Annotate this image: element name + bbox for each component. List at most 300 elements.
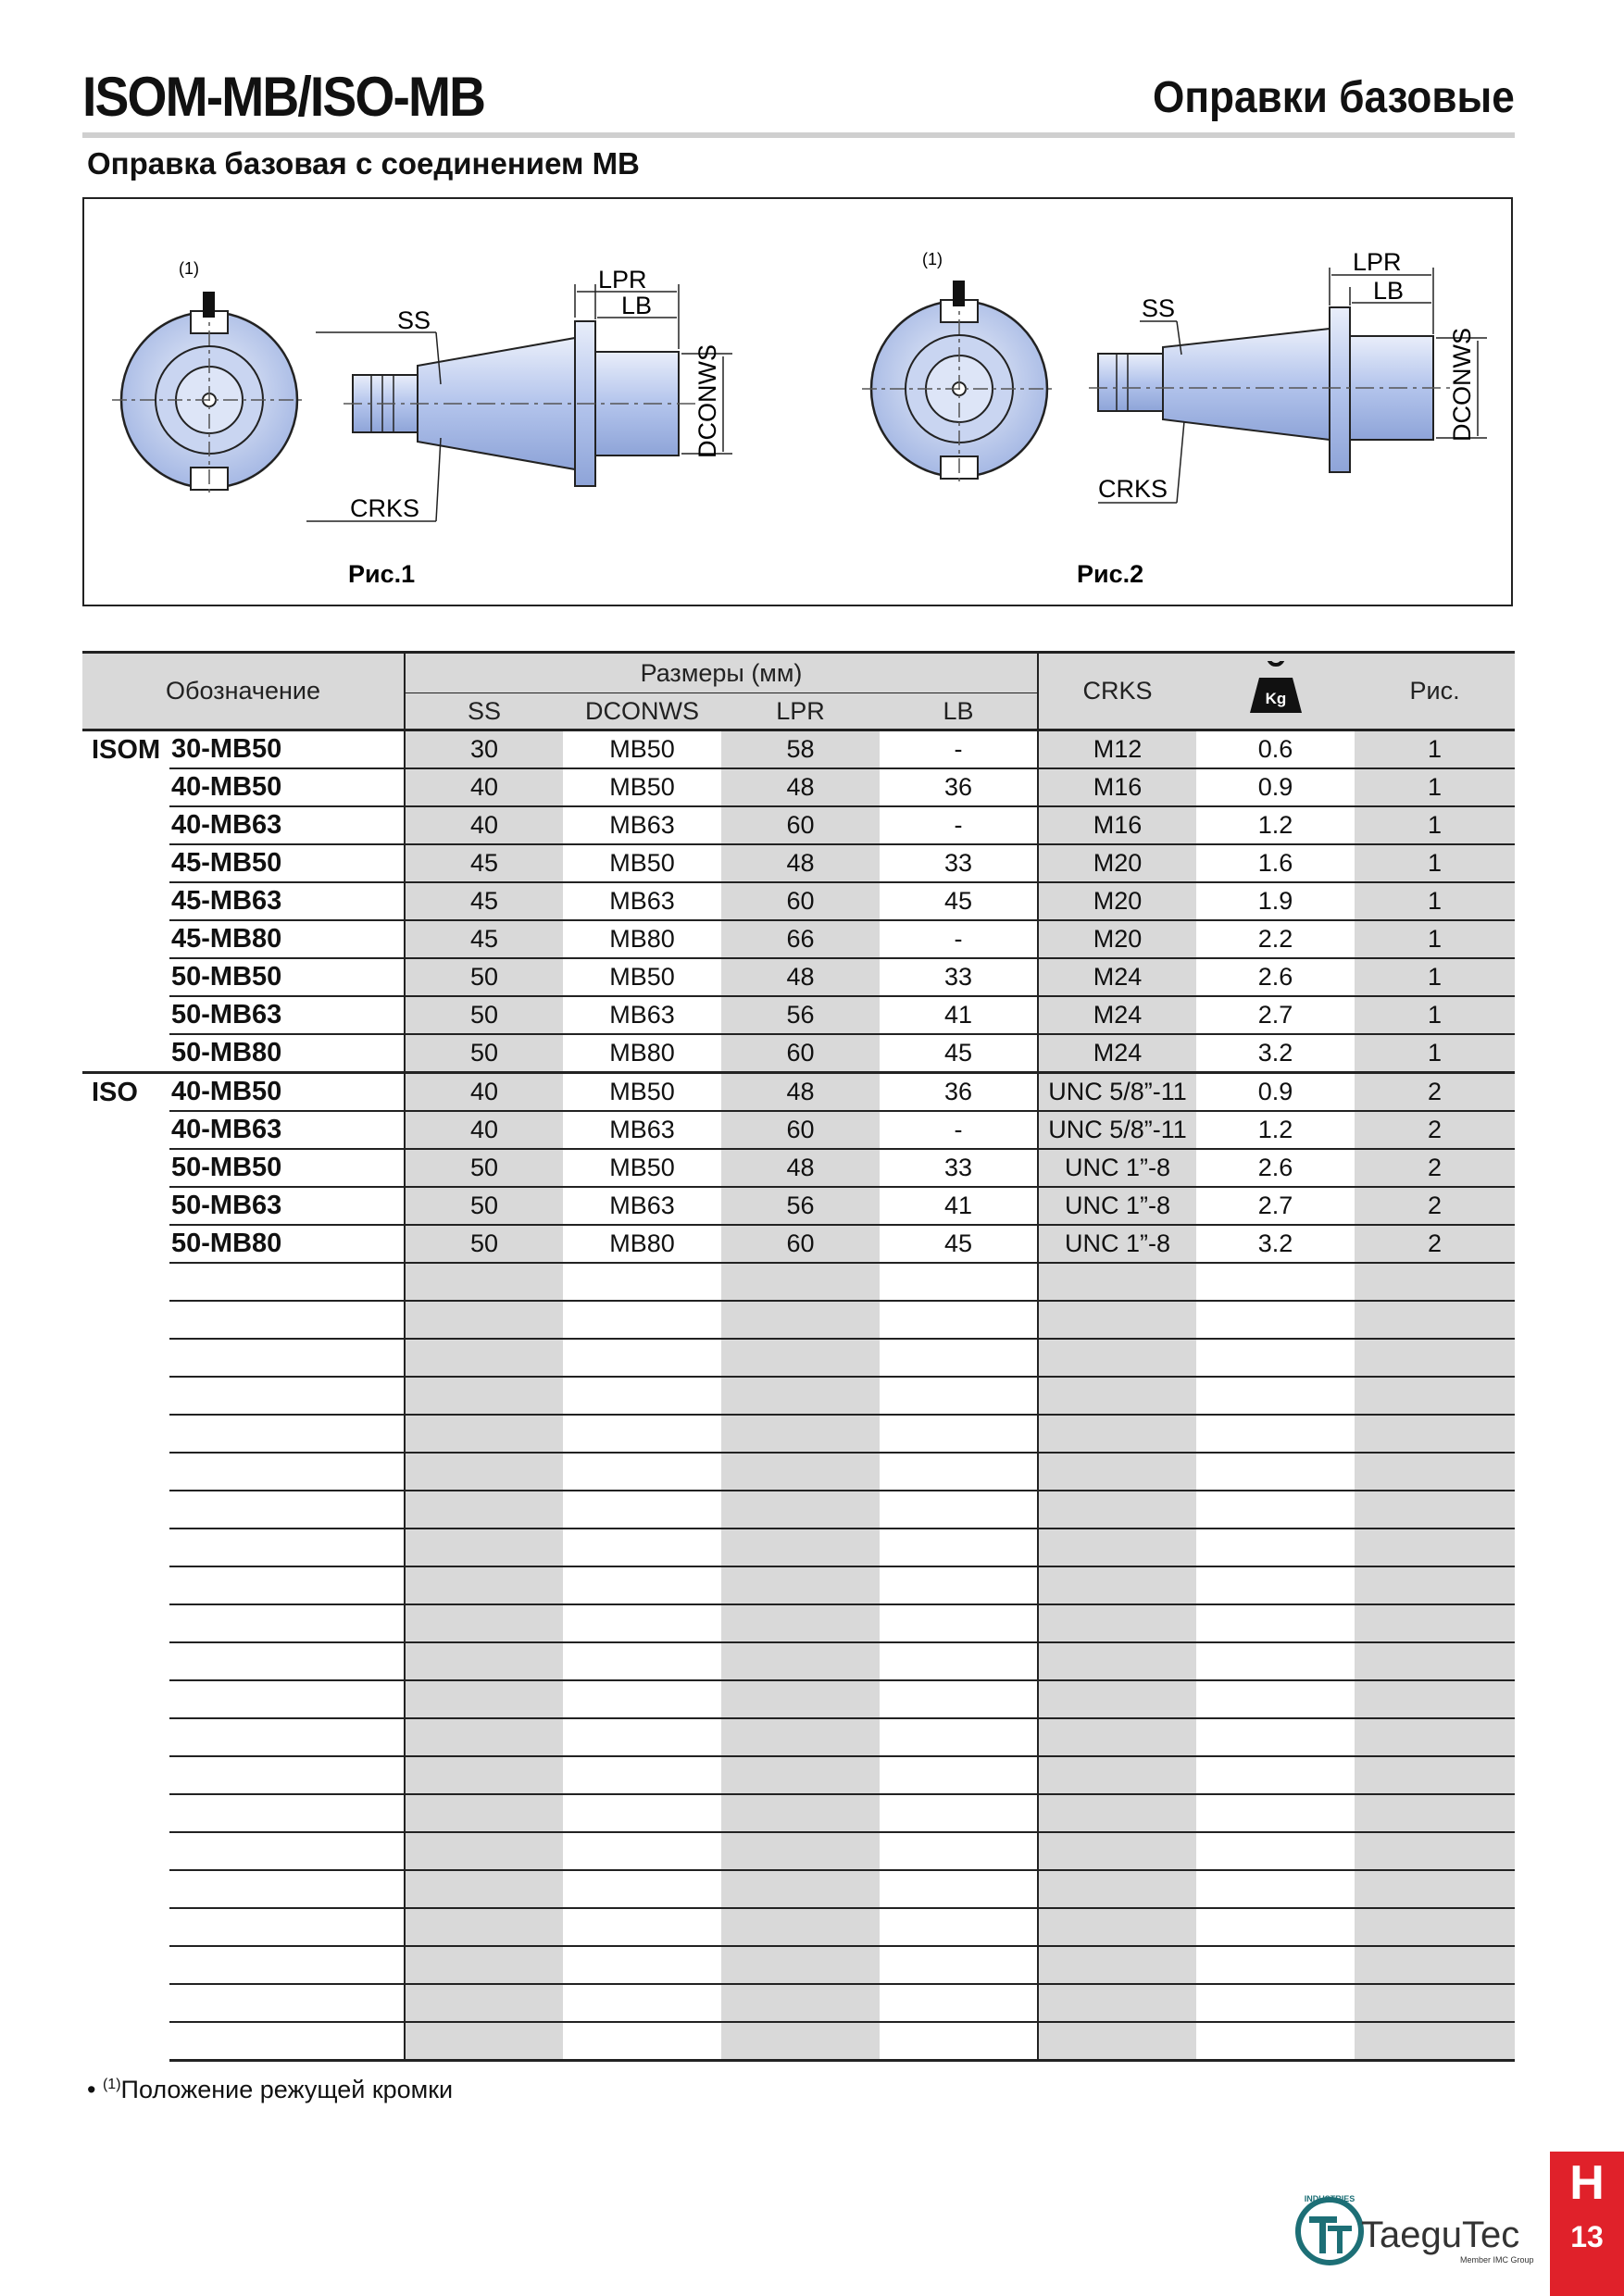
header-lb: LB bbox=[880, 693, 1038, 730]
fig1-lpr-label: LPR bbox=[598, 266, 647, 293]
empty-cell bbox=[880, 1604, 1038, 1642]
cell-ss: 40 bbox=[405, 768, 563, 806]
fig1-side-view bbox=[306, 284, 732, 521]
empty-cell bbox=[1355, 1718, 1515, 1756]
cell-lpr: 48 bbox=[721, 768, 880, 806]
empty-cell bbox=[1355, 2022, 1515, 2061]
cell-weight: 3.2 bbox=[1196, 1225, 1355, 1263]
cell-crks: M24 bbox=[1038, 958, 1196, 996]
empty-cell bbox=[169, 2022, 405, 2061]
empty-cell bbox=[563, 1491, 721, 1529]
empty-cell bbox=[405, 1832, 563, 1870]
cell-weight: 2.2 bbox=[1196, 920, 1355, 958]
empty-row bbox=[82, 1908, 1515, 1946]
table-row bbox=[82, 1187, 1515, 1225]
row-prefix bbox=[82, 920, 169, 958]
fig1-crks-label: CRKS bbox=[350, 494, 420, 522]
cell-lpr: 48 bbox=[721, 1149, 880, 1187]
empty-cell bbox=[1196, 1794, 1355, 1832]
cell-lb: 33 bbox=[880, 844, 1038, 882]
empty-cell bbox=[1038, 1908, 1196, 1946]
cell-fig: 1 bbox=[1355, 958, 1515, 996]
spec-table bbox=[82, 651, 1515, 2062]
empty-row bbox=[82, 1984, 1515, 2022]
empty-cell bbox=[82, 1263, 169, 1301]
empty-row bbox=[82, 2022, 1515, 2061]
cell-ss: 45 bbox=[405, 920, 563, 958]
row-code: 45-MB80 bbox=[169, 920, 405, 958]
empty-cell bbox=[880, 1832, 1038, 1870]
empty-cell bbox=[82, 1453, 169, 1491]
empty-cell bbox=[1038, 1832, 1196, 1870]
empty-cell bbox=[1355, 1984, 1515, 2022]
cell-weight: 1.2 bbox=[1196, 1111, 1355, 1149]
empty-cell bbox=[721, 1794, 880, 1832]
cell-fig: 2 bbox=[1355, 1073, 1515, 1112]
empty-cell bbox=[1355, 1377, 1515, 1415]
empty-cell bbox=[1355, 1453, 1515, 1491]
empty-row bbox=[82, 1718, 1515, 1756]
empty-cell bbox=[405, 1756, 563, 1794]
empty-cell bbox=[169, 1339, 405, 1377]
empty-cell bbox=[405, 1680, 563, 1718]
empty-cell bbox=[405, 1529, 563, 1566]
empty-cell bbox=[405, 1566, 563, 1604]
empty-cell bbox=[721, 1908, 880, 1946]
empty-cell bbox=[721, 1642, 880, 1680]
row-code: 50-MB80 bbox=[169, 1034, 405, 1073]
cell-weight: 0.6 bbox=[1196, 730, 1355, 769]
fig2-lb-label: LB bbox=[1373, 277, 1405, 305]
empty-row bbox=[82, 1794, 1515, 1832]
cell-dconws: MB80 bbox=[563, 1034, 721, 1073]
fig2-caption: Рис.2 bbox=[1077, 560, 1144, 588]
empty-cell bbox=[880, 1491, 1038, 1529]
empty-cell bbox=[880, 1794, 1038, 1832]
table-header bbox=[82, 653, 1515, 730]
header-crks: CRKS bbox=[1038, 653, 1196, 730]
empty-cell bbox=[405, 1794, 563, 1832]
empty-cell bbox=[721, 1301, 880, 1339]
empty-cell bbox=[880, 1415, 1038, 1453]
empty-cell bbox=[1355, 1263, 1515, 1301]
empty-cell bbox=[1196, 1415, 1355, 1453]
empty-cell bbox=[1355, 1794, 1515, 1832]
empty-cell bbox=[563, 1529, 721, 1566]
taegutec-logo-icon bbox=[1289, 2189, 1539, 2272]
cell-weight: 2.7 bbox=[1196, 1187, 1355, 1225]
cell-lb: 41 bbox=[880, 996, 1038, 1034]
cell-dconws: MB50 bbox=[563, 768, 721, 806]
empty-cell bbox=[82, 1870, 169, 1908]
empty-cell bbox=[1196, 1832, 1355, 1870]
empty-row bbox=[82, 1263, 1515, 1301]
cell-crks: M20 bbox=[1038, 882, 1196, 920]
title-divider bbox=[82, 132, 1515, 138]
empty-cell bbox=[563, 1680, 721, 1718]
empty-row bbox=[82, 1529, 1515, 1566]
empty-cell bbox=[169, 1680, 405, 1718]
fig1-note-mark: (1) bbox=[179, 259, 199, 278]
row-code: 45-MB63 bbox=[169, 882, 405, 920]
empty-cell bbox=[1196, 1566, 1355, 1604]
cell-dconws: MB50 bbox=[563, 1149, 721, 1187]
table-row bbox=[82, 996, 1515, 1034]
empty-cell bbox=[169, 1377, 405, 1415]
empty-cell bbox=[1038, 1604, 1196, 1642]
row-prefix bbox=[82, 844, 169, 882]
empty-cell bbox=[1355, 1832, 1515, 1870]
empty-cell bbox=[1355, 1491, 1515, 1529]
cell-lb: 33 bbox=[880, 1149, 1038, 1187]
empty-cell bbox=[82, 1794, 169, 1832]
empty-cell bbox=[1038, 1870, 1196, 1908]
empty-cell bbox=[563, 1377, 721, 1415]
empty-cell bbox=[1196, 1870, 1355, 1908]
cell-weight: 2.6 bbox=[1196, 958, 1355, 996]
empty-cell bbox=[721, 1680, 880, 1718]
empty-cell bbox=[1355, 1642, 1515, 1680]
empty-row bbox=[82, 1339, 1515, 1377]
table-row bbox=[82, 1225, 1515, 1263]
empty-cell bbox=[82, 1491, 169, 1529]
table-row bbox=[82, 920, 1515, 958]
empty-cell bbox=[405, 1946, 563, 1984]
empty-cell bbox=[1196, 1984, 1355, 2022]
row-prefix bbox=[82, 768, 169, 806]
cell-lpr: 60 bbox=[721, 1225, 880, 1263]
empty-cell bbox=[563, 2022, 721, 2061]
empty-cell bbox=[880, 1263, 1038, 1301]
cell-lpr: 60 bbox=[721, 882, 880, 920]
cell-weight: 1.9 bbox=[1196, 882, 1355, 920]
cell-crks: M12 bbox=[1038, 730, 1196, 769]
row-code: 40-MB50 bbox=[169, 768, 405, 806]
footnote bbox=[87, 2076, 453, 2104]
cell-lb: 36 bbox=[880, 1073, 1038, 1112]
empty-cell bbox=[721, 1832, 880, 1870]
table-row bbox=[82, 806, 1515, 844]
table-row bbox=[82, 1034, 1515, 1073]
empty-cell bbox=[563, 1263, 721, 1301]
empty-cell bbox=[1355, 1529, 1515, 1566]
empty-row bbox=[82, 1491, 1515, 1529]
cell-fig: 2 bbox=[1355, 1111, 1515, 1149]
empty-cell bbox=[82, 1301, 169, 1339]
empty-cell bbox=[169, 1642, 405, 1680]
empty-cell bbox=[82, 1832, 169, 1870]
row-prefix bbox=[82, 1187, 169, 1225]
empty-cell bbox=[405, 1870, 563, 1908]
empty-row bbox=[82, 1642, 1515, 1680]
empty-cell bbox=[880, 1718, 1038, 1756]
cell-lb: 41 bbox=[880, 1187, 1038, 1225]
empty-cell bbox=[1355, 1604, 1515, 1642]
page-tab bbox=[1550, 2152, 1624, 2296]
empty-cell bbox=[563, 1604, 721, 1642]
fig1-lb-label: LB bbox=[621, 292, 653, 319]
empty-cell bbox=[1038, 1566, 1196, 1604]
cell-ss: 30 bbox=[405, 730, 563, 769]
empty-cell bbox=[1038, 1377, 1196, 1415]
cell-weight: 0.9 bbox=[1196, 1073, 1355, 1112]
cell-ss: 45 bbox=[405, 882, 563, 920]
cell-lpr: 48 bbox=[721, 958, 880, 996]
empty-cell bbox=[721, 1491, 880, 1529]
empty-cell bbox=[563, 1946, 721, 1984]
cell-ss: 50 bbox=[405, 1187, 563, 1225]
table-row bbox=[82, 1073, 1515, 1112]
row-code: 50-MB50 bbox=[169, 1149, 405, 1187]
empty-cell bbox=[880, 1680, 1038, 1718]
empty-cell bbox=[169, 1832, 405, 1870]
empty-row bbox=[82, 1453, 1515, 1491]
empty-cell bbox=[82, 1946, 169, 1984]
cell-ss: 40 bbox=[405, 1111, 563, 1149]
cell-fig: 1 bbox=[1355, 1034, 1515, 1073]
cell-ss: 40 bbox=[405, 1073, 563, 1112]
cell-fig: 2 bbox=[1355, 1187, 1515, 1225]
empty-cell bbox=[1196, 1604, 1355, 1642]
section-title: Оправки базовые bbox=[1153, 73, 1515, 122]
fig2-end-view bbox=[862, 281, 1056, 486]
empty-cell bbox=[880, 1377, 1038, 1415]
empty-cell bbox=[169, 1984, 405, 2022]
empty-cell bbox=[1038, 1415, 1196, 1453]
empty-cell bbox=[169, 1491, 405, 1529]
row-code: 40-MB63 bbox=[169, 1111, 405, 1149]
empty-cell bbox=[1038, 1680, 1196, 1718]
cell-fig: 1 bbox=[1355, 730, 1515, 769]
empty-cell bbox=[82, 1908, 169, 1946]
cell-weight: 2.6 bbox=[1196, 1149, 1355, 1187]
empty-cell bbox=[721, 1453, 880, 1491]
cell-dconws: MB63 bbox=[563, 806, 721, 844]
empty-cell bbox=[1038, 1491, 1196, 1529]
header-lpr: LPR bbox=[721, 693, 880, 730]
empty-cell bbox=[405, 1339, 563, 1377]
cell-fig: 1 bbox=[1355, 920, 1515, 958]
empty-cell bbox=[169, 1566, 405, 1604]
empty-cell bbox=[721, 1604, 880, 1642]
fig2-ss-label: SS bbox=[1142, 294, 1176, 322]
empty-cell bbox=[1355, 1908, 1515, 1946]
table-row bbox=[82, 1111, 1515, 1149]
header-weight bbox=[1196, 653, 1355, 730]
fig1-caption: Рис.1 bbox=[348, 560, 416, 588]
row-code: 40-MB63 bbox=[169, 806, 405, 844]
empty-row bbox=[82, 1415, 1515, 1453]
empty-cell bbox=[1196, 1377, 1355, 1415]
empty-cell bbox=[721, 2022, 880, 2061]
row-code: 50-MB63 bbox=[169, 996, 405, 1034]
cell-fig: 2 bbox=[1355, 1225, 1515, 1263]
logo-brand-text: TaeguTec bbox=[1361, 2215, 1520, 2255]
empty-cell bbox=[1355, 1339, 1515, 1377]
empty-cell bbox=[721, 1984, 880, 2022]
row-prefix: ISOM bbox=[82, 730, 169, 769]
row-code: 40-MB50 bbox=[169, 1073, 405, 1112]
empty-cell bbox=[721, 1339, 880, 1377]
cell-dconws: MB63 bbox=[563, 1111, 721, 1149]
empty-cell bbox=[563, 1832, 721, 1870]
empty-cell bbox=[1196, 1301, 1355, 1339]
empty-cell bbox=[1038, 1642, 1196, 1680]
empty-cell bbox=[880, 1946, 1038, 1984]
empty-cell bbox=[880, 1301, 1038, 1339]
empty-cell bbox=[1196, 1529, 1355, 1566]
row-prefix bbox=[82, 1149, 169, 1187]
cell-weight: 0.9 bbox=[1196, 768, 1355, 806]
cell-ss: 50 bbox=[405, 1034, 563, 1073]
empty-cell bbox=[1038, 1339, 1196, 1377]
cell-ss: 50 bbox=[405, 1225, 563, 1263]
empty-cell bbox=[169, 1529, 405, 1566]
empty-cell bbox=[405, 1415, 563, 1453]
empty-cell bbox=[82, 1984, 169, 2022]
empty-cell bbox=[169, 1415, 405, 1453]
empty-cell bbox=[1196, 1263, 1355, 1301]
empty-cell bbox=[880, 1984, 1038, 2022]
cell-fig: 1 bbox=[1355, 768, 1515, 806]
empty-row bbox=[82, 1377, 1515, 1415]
empty-row bbox=[82, 1756, 1515, 1794]
empty-cell bbox=[1038, 1529, 1196, 1566]
empty-cell bbox=[563, 1415, 721, 1453]
cell-ss: 50 bbox=[405, 996, 563, 1034]
empty-cell bbox=[169, 1946, 405, 1984]
empty-cell bbox=[169, 1263, 405, 1301]
table-body bbox=[82, 730, 1515, 2061]
empty-cell bbox=[721, 1756, 880, 1794]
empty-cell bbox=[82, 1566, 169, 1604]
empty-cell bbox=[563, 1870, 721, 1908]
empty-cell bbox=[169, 1756, 405, 1794]
cell-ss: 40 bbox=[405, 806, 563, 844]
cell-crks: UNC 1”-8 bbox=[1038, 1187, 1196, 1225]
cell-weight: 1.2 bbox=[1196, 806, 1355, 844]
empty-cell bbox=[1038, 1301, 1196, 1339]
empty-cell bbox=[563, 1794, 721, 1832]
row-prefix bbox=[82, 1034, 169, 1073]
row-code: 50-MB63 bbox=[169, 1187, 405, 1225]
empty-cell bbox=[82, 1642, 169, 1680]
empty-cell bbox=[880, 1908, 1038, 1946]
table-row bbox=[82, 844, 1515, 882]
fig2-note-mark: (1) bbox=[922, 250, 943, 268]
cell-dconws: MB50 bbox=[563, 1073, 721, 1112]
empty-cell bbox=[82, 1529, 169, 1566]
row-prefix: ISO bbox=[82, 1073, 169, 1112]
empty-cell bbox=[880, 1566, 1038, 1604]
empty-cell bbox=[169, 1718, 405, 1756]
empty-row bbox=[82, 1946, 1515, 1984]
header-designation: Обозначение bbox=[82, 653, 405, 730]
section-letter: H bbox=[1569, 2156, 1605, 2210]
empty-cell bbox=[563, 1453, 721, 1491]
empty-cell bbox=[82, 1339, 169, 1377]
empty-cell bbox=[563, 1718, 721, 1756]
cell-crks: M24 bbox=[1038, 1034, 1196, 1073]
cell-lb: - bbox=[880, 806, 1038, 844]
cell-crks: M16 bbox=[1038, 806, 1196, 844]
row-prefix bbox=[82, 958, 169, 996]
empty-cell bbox=[1196, 1680, 1355, 1718]
empty-cell bbox=[563, 1908, 721, 1946]
empty-cell bbox=[169, 1794, 405, 1832]
cell-lb: 45 bbox=[880, 1034, 1038, 1073]
empty-cell bbox=[405, 1301, 563, 1339]
empty-row bbox=[82, 1301, 1515, 1339]
empty-cell bbox=[82, 1604, 169, 1642]
row-prefix bbox=[82, 1111, 169, 1149]
empty-cell bbox=[1038, 1984, 1196, 2022]
empty-cell bbox=[563, 1984, 721, 2022]
empty-cell bbox=[169, 1870, 405, 1908]
cell-lb: - bbox=[880, 730, 1038, 769]
cell-lpr: 60 bbox=[721, 1111, 880, 1149]
cell-weight: 1.6 bbox=[1196, 844, 1355, 882]
empty-cell bbox=[1196, 1491, 1355, 1529]
footnote-mark: (1) bbox=[102, 2077, 121, 2092]
cell-dconws: MB50 bbox=[563, 958, 721, 996]
row-prefix bbox=[82, 882, 169, 920]
cell-ss: 50 bbox=[405, 958, 563, 996]
row-prefix bbox=[82, 1225, 169, 1263]
header-fig: Рис. bbox=[1355, 653, 1515, 730]
empty-cell bbox=[721, 1415, 880, 1453]
empty-cell bbox=[721, 1566, 880, 1604]
empty-cell bbox=[82, 1718, 169, 1756]
empty-cell bbox=[1196, 1718, 1355, 1756]
table-row bbox=[82, 1149, 1515, 1187]
empty-cell bbox=[563, 1756, 721, 1794]
cell-dconws: MB80 bbox=[563, 920, 721, 958]
fig2-crks-label: CRKS bbox=[1098, 475, 1168, 503]
empty-cell bbox=[880, 1339, 1038, 1377]
empty-cell bbox=[1196, 1339, 1355, 1377]
cell-crks: UNC 5/8”-11 bbox=[1038, 1111, 1196, 1149]
table-row bbox=[82, 730, 1515, 769]
empty-cell bbox=[1355, 1301, 1515, 1339]
empty-cell bbox=[82, 2022, 169, 2061]
cell-lb: 36 bbox=[880, 768, 1038, 806]
empty-cell bbox=[1196, 1642, 1355, 1680]
cell-lb: 33 bbox=[880, 958, 1038, 996]
cell-ss: 45 bbox=[405, 844, 563, 882]
cell-lpr: 60 bbox=[721, 1034, 880, 1073]
cell-crks: M24 bbox=[1038, 996, 1196, 1034]
cell-dconws: MB63 bbox=[563, 996, 721, 1034]
cell-crks: M20 bbox=[1038, 844, 1196, 882]
empty-cell bbox=[1355, 1870, 1515, 1908]
logo-arc-text: INDUSTRIES bbox=[1304, 2194, 1355, 2203]
empty-cell bbox=[405, 1453, 563, 1491]
table-row bbox=[82, 958, 1515, 996]
empty-cell bbox=[169, 1453, 405, 1491]
empty-cell bbox=[563, 1642, 721, 1680]
cell-dconws: MB50 bbox=[563, 730, 721, 769]
cell-lpr: 60 bbox=[721, 806, 880, 844]
cell-dconws: MB63 bbox=[563, 1187, 721, 1225]
row-code: 50-MB50 bbox=[169, 958, 405, 996]
figure-panel bbox=[82, 197, 1513, 606]
empty-cell bbox=[82, 1756, 169, 1794]
empty-cell bbox=[880, 1453, 1038, 1491]
cell-weight: 3.2 bbox=[1196, 1034, 1355, 1073]
empty-cell bbox=[405, 1604, 563, 1642]
empty-cell bbox=[169, 1301, 405, 1339]
